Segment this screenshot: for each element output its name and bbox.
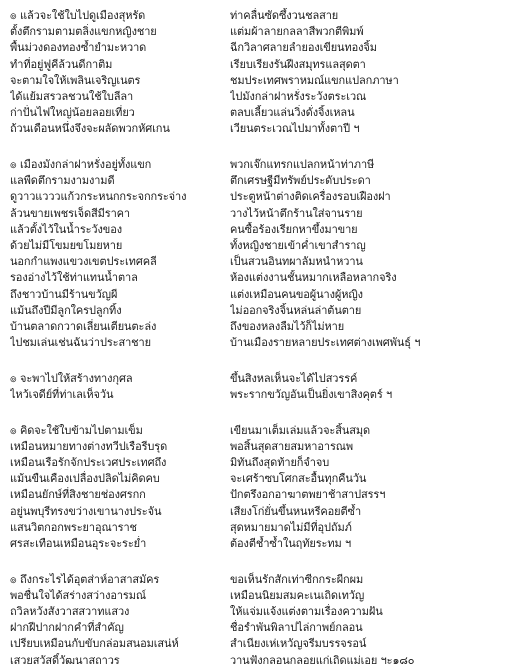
verse-line: เหมือนยักษ์ที่สิงชายช่องศรกก <box>10 488 146 502</box>
verse-line: ไปชมเล่นเช่นฉันว่าประสาชาย <box>10 336 151 350</box>
verse-line: เปรียบเหมือนกับขับกล่อมสนอมเสน่ห์ <box>10 637 179 651</box>
verse-line: เป็นสวนอินทผาลัมหนำหวาน <box>230 255 363 269</box>
verse-line: มิทันถึงสุดท้ายก็จำจบ <box>230 456 330 469</box>
verse-line: อยู่นพบุรีทรงขว่างเขานางประจัน <box>10 504 162 518</box>
verse-line: บ้านตลาดกวาดเลี่ยนเตียนตะล่ง <box>10 319 157 333</box>
verse-line: เหมือนเรือรักจักประเวศประเทศถึง <box>10 456 167 469</box>
verse-line: ฝากฝีปากฝากคำที่สำคัญ <box>10 621 124 635</box>
verse-line: สุดหมายมาดไม่มีที่อุปถัมภ์ <box>230 520 352 534</box>
verse-line: เวียนตระเวณไปมาทั้งตาปี ฯ <box>230 122 360 136</box>
verse-line: ขอเห็นรักสักเท่าซีกกระผีกผม <box>230 572 364 586</box>
verse-line: ปักตรึงอกอาฆาตพยาช้าสาปสรรฯ <box>230 488 386 502</box>
verse-line: พอสิ้นสุดสายสมหาอารณพ <box>230 439 354 453</box>
verse-line: เหมือนหมายทางต่างทวีปเรือรีบรุด <box>10 439 168 453</box>
verse-line: ตลบเลี้ยวแล่นวิ่งดั่งจิ้งเหลน <box>230 106 355 120</box>
stanza-4 <box>10 423 507 553</box>
verse-line: ชมประเทศพราหมณ์แขกแปลกภาษา <box>230 73 399 87</box>
verse-line: ไม่ออกจริงจิ้นหล่นล่าต้นตาย <box>230 303 362 317</box>
verse-line: แม้นขืนเคืองเปลื่องปลิดไม่คิดคบ <box>10 472 160 486</box>
verse-line: บ้านเมืองรายหลายประเทศต่างเพศพันธุ์ ฯ <box>230 336 421 350</box>
verse-line: ทั้งหญิงชายเข้าค่ำเขาสำราญ <box>230 238 366 252</box>
verse-line: เสียงโก่ยั่นขึ้นหนหรีคอยตีซ้ำ <box>230 504 362 518</box>
verse-line: ทำที่อยู่ฟูคีล้วนดีกาติม <box>10 57 113 71</box>
verse-line: จะตามใจให้เพลินเจริญเนตร <box>10 73 141 87</box>
verse-line: แลพืดตึกรามงามงามดี <box>10 174 115 188</box>
stanza-2 <box>10 157 507 351</box>
verse-line: ดูวาวแวววแก้วกระหนกกระจกกระจ่าง <box>10 190 187 204</box>
verse-line: ศรสะเทือนเหมือนอุระจะระย่ำ <box>10 536 147 550</box>
verse-line: เรียบเรียงรันฝีงสมุทรแลสุดตา <box>230 57 366 71</box>
verse-line: พวกเจ๊กแทรกแปลกหน้าท่าภาษี <box>230 158 375 171</box>
verse-line: ถึงของหลงลืมไว้ก็ไม่หาย <box>230 319 345 333</box>
verse-line: ๏ จะพาไปให้สร้างทางกุศล <box>10 371 133 385</box>
verse-line: ก่าปั่นไฟใหญ่น้อยลอยเที่ยว <box>10 106 135 120</box>
verse-line: แต่มผ้าลายกลลาสีพวกตีพิมพ์ <box>230 25 364 39</box>
verse-line: ให้แจ่มแจ้งแต่งตามเรื่องความฝัน <box>230 605 383 618</box>
verse-line: รองอ่างไว้ใช้ท่าแทนน้ำตาล <box>10 271 138 285</box>
verse-line: แต่งเหมือนคนขอผู้นางผู้หญิง <box>230 287 363 301</box>
verse-line: พอชื่นใจได้สร่างสว่างอารมณ์ <box>10 588 146 602</box>
verse-line: ได้แย้มสรวลชวนใช้ใบลีลา <box>10 89 134 103</box>
verse-line: คนซื้อร้องเรียกหาขึ้งมาขาย <box>230 222 358 236</box>
verse-line: ประตูหน้าต่างติดเครื่องรอบเฝืองฝา <box>230 190 391 204</box>
verse-line: ชื่อรำพันพิลาปไล่กาพย์กลอน <box>230 621 363 635</box>
verse-line: ถึงชาวบ้านมีร้านขวัญผี <box>10 287 118 301</box>
verse-line: พื้นม่วงดองทองซ้ำยำมะหวาด <box>10 41 147 55</box>
verse-line: จะเศร้าซบโศกสะอื้นทุกคืนวัน <box>230 472 367 486</box>
verse-line: ฉีกวิลาศลายลำยองเขียนทองจิ้ม <box>230 41 377 55</box>
stanza-3 <box>10 371 507 403</box>
verse-line: ล้วนขายเพชรเจ็ดสีมีราคา <box>10 206 130 220</box>
verse-line: แม้นถึงปีมีลูกใครปลูกทิ้ง <box>10 303 122 317</box>
verse-line: ถ้วนเดือนหนึ่งจึงจะผลัดพวกหัศเกน <box>10 122 170 136</box>
verse-line: เขียนมาเต็มเล่มแล้วจะสิ้นสมุด <box>230 423 371 437</box>
verse-line: ๏ เมืองมังกล่าฝาหรั่งอยู่ทั้งแขก <box>10 158 152 171</box>
verse-line: ต้องตีช้ำซ้ำในฤทัยระทม ฯ <box>230 536 352 550</box>
verse-line: พระรากขวัญอันเป็นยิ่งเขาสิงคุตร์ ฯ <box>230 387 393 401</box>
verse-line: ไหว้เจดีย์ที่ท่าเลเห็จวัน <box>10 387 114 401</box>
verse-line: สำเนียงเห่เหวัญจรีมบรรจรอน์ <box>230 637 367 651</box>
stanza-5 <box>10 572 507 669</box>
stanza-1 <box>10 8 507 138</box>
verse-line: ๏ คิดจะใช้ใบข้ามไปตามเข็ม <box>10 423 143 437</box>
verse-line: แล้วตั้งไว้ในน้ำระวังของ <box>10 222 122 236</box>
verse-line: เหมือนนิยมสมคะเนเถิดเทวัญ <box>230 588 365 602</box>
verse-line: ถวิลหวังสังวาสสวาทแสวง <box>10 605 130 618</box>
verse-line: เสวยสวัสดิ์วัฒนาสถาวร <box>10 653 120 667</box>
verse-line: ตึกเศรษฐีมีทรัพย์ประดับประดา <box>230 174 371 188</box>
verse-line: วางไว้หน้าตึกร้านใส่จานราย <box>230 206 363 220</box>
verse-line: ไปมังกล่าฝาหรั่งระวังตระเวณ <box>230 89 367 103</box>
verse-line: ด้วยไม่มีโขมยขโมยหาย <box>10 238 123 252</box>
verse-line: ๏ ถึงกระไรได้อุตส่าห์อาสาสมัคร <box>10 572 160 586</box>
verse-line: วานฟังกลอนกลอยแก่เถิดแม่เอย ฯะ๑๘๐ <box>230 653 415 667</box>
verse-line: แสนวิตกอกพระยาอุณาราช <box>10 520 137 534</box>
verse-line: ท่าคลื่นซัดซึ้งวนชลสาย <box>230 9 339 22</box>
verse-line: ๏ แล้วจะใช้ใบไปดูเมืองสุหรัด <box>10 9 146 22</box>
verse-line: นอกกำแพงแขวงเขตประเทศคลี <box>10 255 157 269</box>
verse-line: ตั้งตึกรามตามตลิ่งแขกหญิงชาย <box>10 25 157 39</box>
verse-line: ห้องแต่งงานชั้นหมากเหลือหลากจริง <box>230 271 397 285</box>
verse-line: ขึ้นสิงหลเห็นจะได้ไปสวรรค์ <box>230 371 358 385</box>
